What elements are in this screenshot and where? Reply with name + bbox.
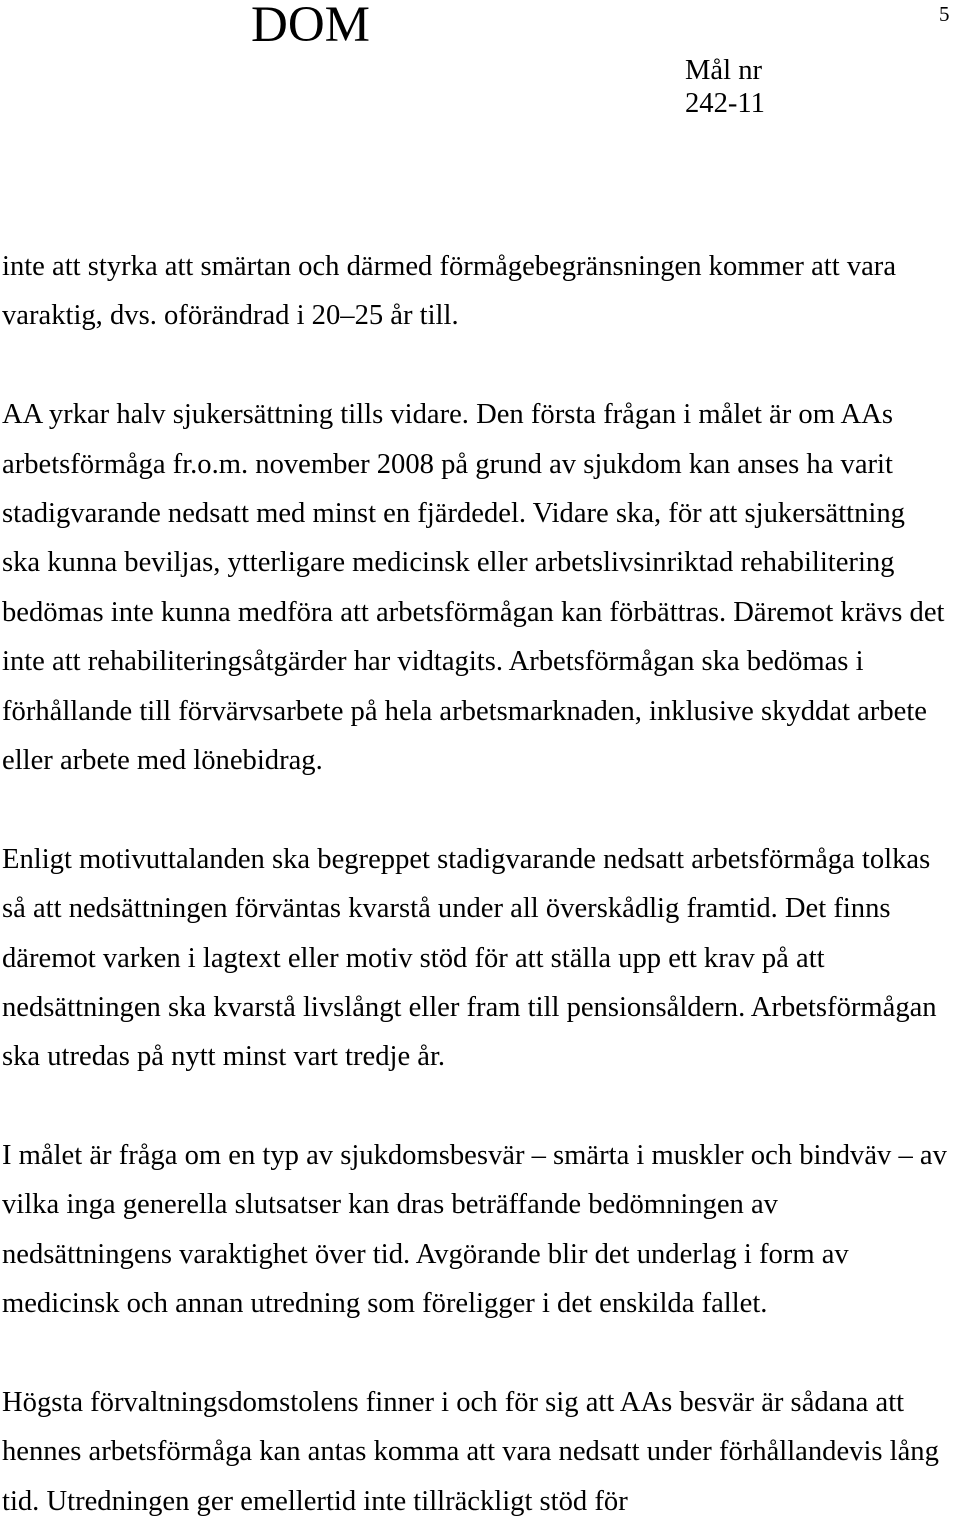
paragraph-3 bbox=[2, 842, 952, 1076]
text-line: arbetsförmåga fr.o.m. november 2008 på grund av sjukdom kan anses ha varit bbox=[2, 448, 893, 480]
text-line: inte att rehabiliteringsåtgärder har vidtagits. Arbetsförmågan ska bedömas i bbox=[2, 646, 864, 678]
text-line: inte att styrka att smärtan och därmed förmågebegränsningen kommer att vara bbox=[2, 251, 897, 282]
text-line: Högsta förvaltningsdomstolens finner i och för sig att AAs besvär är sådana att bbox=[2, 1387, 905, 1419]
paragraph-2 bbox=[2, 397, 952, 779]
text-line: förhållande till förvärvsarbete på hela arbetsmarknaden, inklusive skyddat arbete bbox=[2, 695, 927, 727]
document-title: DOM bbox=[251, 0, 371, 53]
text-line: vilka inga generella slutsatser kan dras beträffande bedömningen av bbox=[2, 1189, 778, 1221]
text-line: I målet är fråga om en typ av sjukdomsbesvär – smärta i muskler och bindväv – av bbox=[2, 1140, 947, 1172]
page-number: 5 bbox=[939, 2, 950, 26]
body-text bbox=[2, 249, 952, 1520]
case-number: 242-11 bbox=[685, 88, 765, 119]
paragraph-4 bbox=[2, 1138, 952, 1322]
text-line: medicinsk och annan utredning som föreligger i det enskilda fallet. bbox=[2, 1288, 768, 1320]
text-line: stadigvarande nedsatt med minst en fjärdedel. Vidare ska, för att sjukersättning bbox=[2, 497, 905, 529]
text-line: eller arbete med lönebidrag. bbox=[2, 744, 323, 776]
text-line: ska kunna beviljas, ytterligare medicinsk eller arbetslivsinriktad rehabilitering bbox=[2, 547, 895, 579]
paragraph-5 bbox=[2, 1385, 952, 1520]
text-line: varaktig, dvs. oförändrad i 20–25 år till. bbox=[2, 300, 459, 332]
text-line: så att nedsättningen förväntas kvarstå under all överskådlig framtid. Det finns bbox=[2, 893, 891, 925]
text-line: nedsättningens varaktighet över tid. Avgörande blir det underlag i form av bbox=[2, 1238, 849, 1270]
text-line: bedömas inte kunna medföra att arbetsförmågan kan förbättras. Däremot krävs det bbox=[2, 596, 945, 628]
text-line: hennes arbetsförmåga kan antas komma att vara nedsatt under förhållandevis lång bbox=[2, 1436, 939, 1468]
text-line: Enligt motivuttalanden ska begreppet stadigvarande nedsatt arbetsförmåga tolkas bbox=[2, 843, 931, 875]
text-line: ska utredas på nytt minst vart tredje år. bbox=[2, 1041, 446, 1073]
text-line: däremot varken i lagtext eller motiv stöd för att ställa upp ett krav på att bbox=[2, 942, 825, 974]
text-line: tid. Utredningen ger emellertid inte tillräckligt stöd för bbox=[2, 1485, 628, 1517]
paragraph-1 bbox=[2, 249, 952, 334]
page-header bbox=[0, 0, 960, 130]
text-line: nedsättningen ska kvarstå livslångt eller fram till pensionsåldern. Arbetsförmågan bbox=[2, 991, 937, 1023]
text-line: AA yrkar halv sjukersättning tills vidare. Den första frågan i målet är om AAs bbox=[2, 399, 893, 431]
case-number-label: Mål nr bbox=[685, 55, 763, 86]
